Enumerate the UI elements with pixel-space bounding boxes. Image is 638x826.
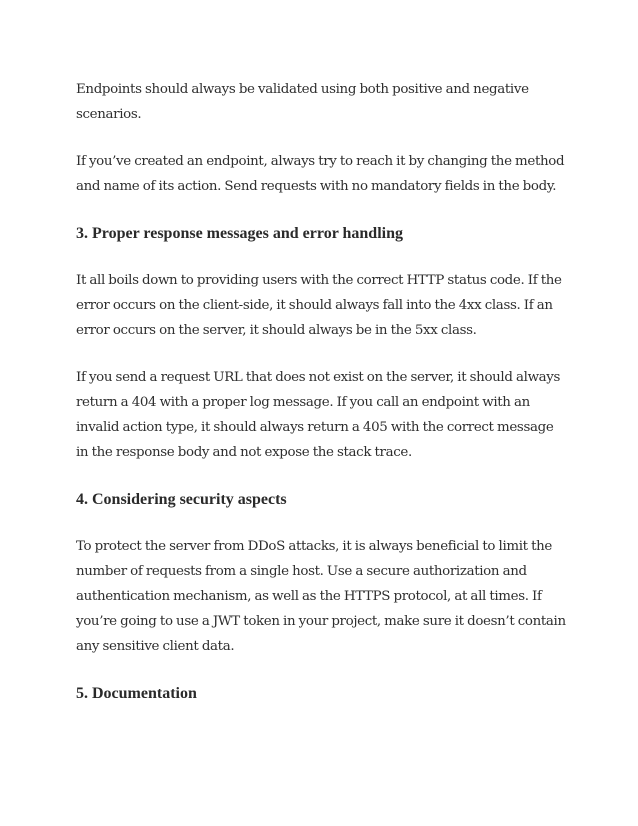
paragraph-error-responses: If you send a request URL that does not exist on the server, it should always return a 404 with a proper log message. If you call an endpoint with an invalid action type, it should always return a 405 with the correct message in the response body and not expose the stack trace. [76, 370, 561, 460]
heading-security-aspects: 4. Considering security aspects [76, 491, 287, 508]
paragraph-status-codes: It all boils down to providing users with the correct HTTP status code. If the error occurs on the client-side, it should always fall into the 4xx class. If an error occurs on the server, it should always be in the 5xx class. [76, 273, 562, 338]
document-page [76, 77, 566, 728]
heading-documentation: 5. Documentation [76, 685, 197, 702]
paragraph-endpoint-testing: If you’ve created an endpoint, always try to reach it by changing the method and name of its action. Send requests with no mandatory fields in the body. [76, 154, 565, 194]
paragraph-endpoint-validation: Endpoints should always be validated using both positive and negative scenarios. [76, 82, 529, 122]
paragraph-security: To protect the server from DDoS attacks, it is always beneficial to limit the number of requests from a single host. Use a secure authorization and authentication mechanism, as well as the HTTPS protocol, at all times. If you’re going to use a JWT token in your project, make sure it doesn’t contain any sensitive client data. [76, 539, 566, 654]
heading-response-messages: 3. Proper response messages and error handling [76, 225, 403, 242]
